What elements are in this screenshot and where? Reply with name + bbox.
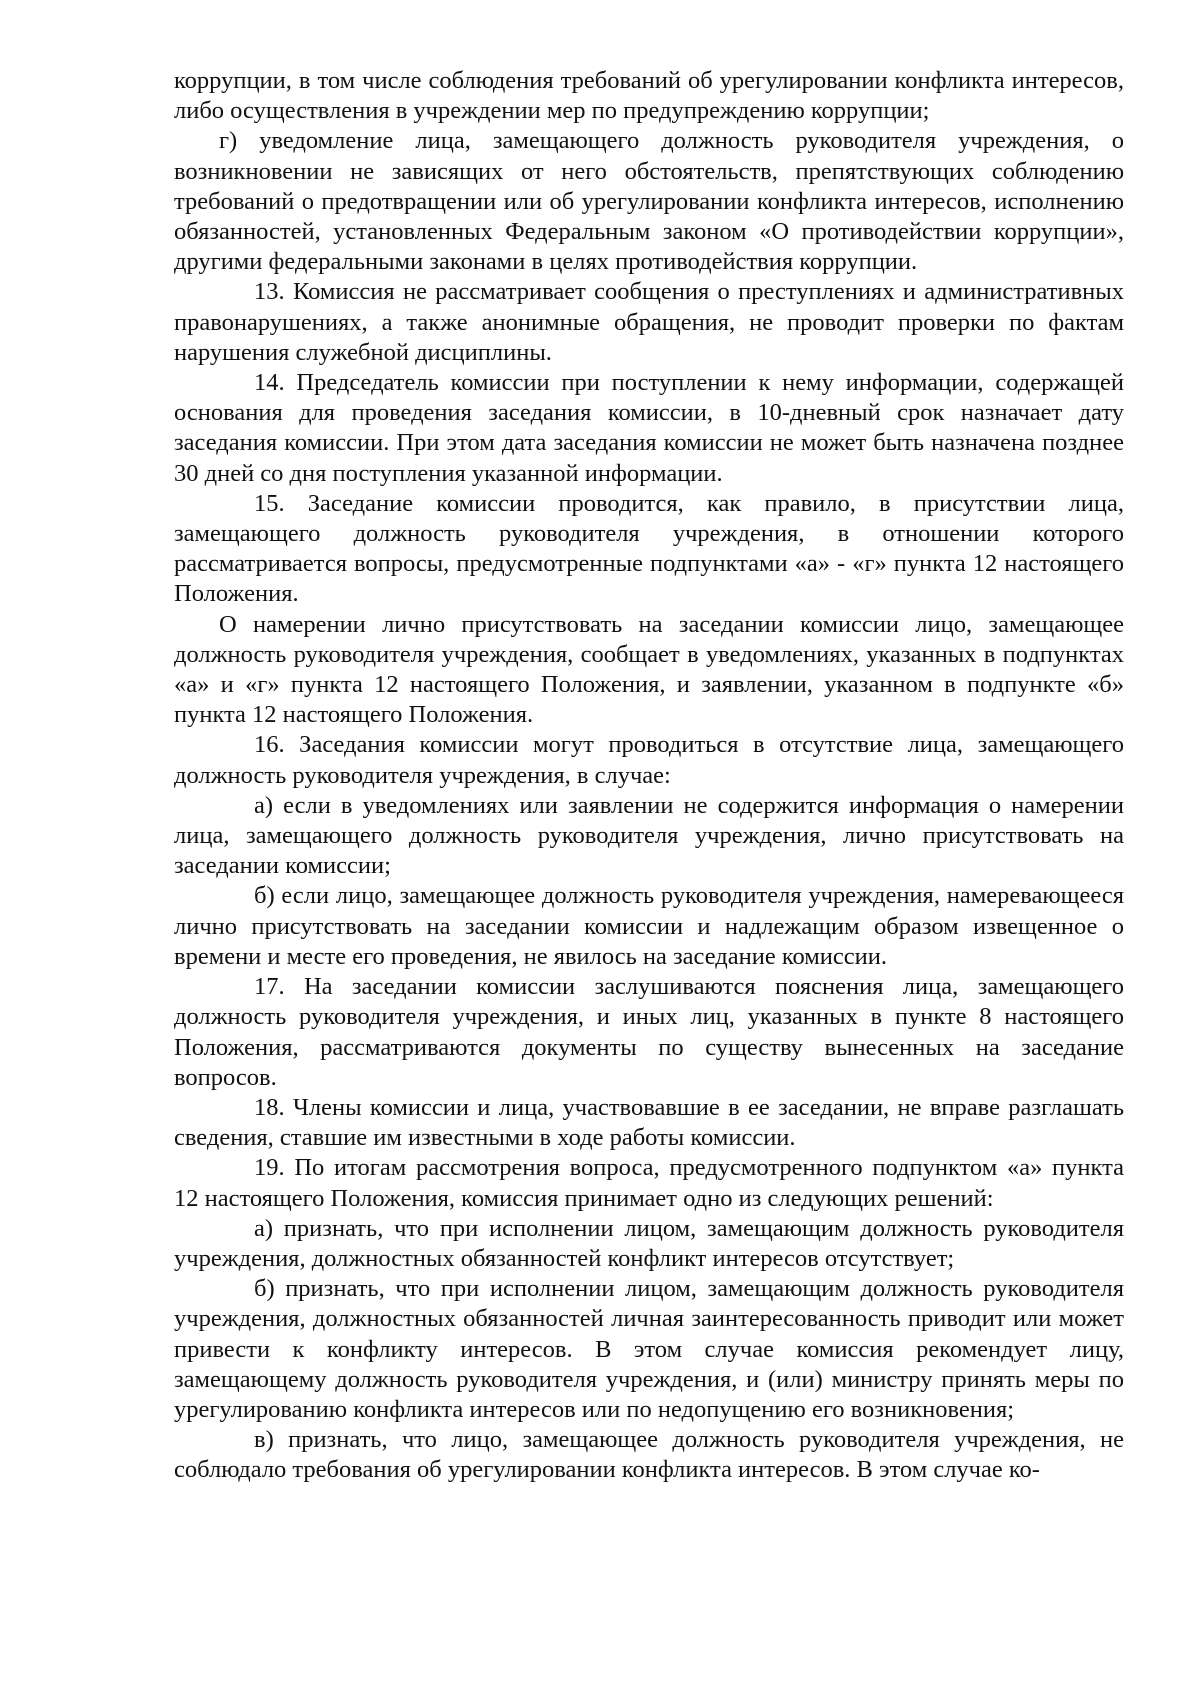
paragraph-item-16: 16. Заседания комиссии могут проводиться в отсутствие лица, замещающего должность руководителя учреждения, в случае:	[174, 731, 1124, 789]
paragraph-item-19-a: а) признать, что при исполнении лицом, замещающим должность руководителя учреждения, должностных обязанностей конфликт интересов отсутствует;	[174, 1214, 1124, 1272]
paragraph-item-16-b: б) если лицо, замещающее должность руководителя учреждения, намеревающееся лично присутствовать на заседании комиссии и надлежащим образом извещенное о времени и месте его проведения, не явилось на заседание комиссии.	[174, 882, 1124, 970]
paragraph-item-14: 14. Председатель комиссии при поступлении к нему информации, содержащей основания для проведения заседания комиссии, в 10-дневный срок назначает дату заседания комиссии. При этом дата заседания комиссии не может быть назначена позднее 30 дней со дня поступления указанной информации.	[174, 369, 1124, 487]
paragraph-item-19-b: б) признать, что при исполнении лицом, замещающим должность руководителя учреждения, должностных обязанностей личная заинтересованность приводит или может привести к конфликту интересов. В этом случае комиссия рекомендует лицу, замещающему должность руководителя учреждения, и (или) министру принять меры по урегулированию конфликта интересов или по недопущению его возникновения;	[174, 1275, 1124, 1423]
paragraph-item-15: 15. Заседание комиссии проводится, как правило, в присутствии лица, замещающего должность руководителя учреждения, в отношении которого рассматривается вопросы, предусмотренные подпунктами «а» - «г» пункта 12 настоящего Положения.	[174, 489, 1124, 608]
paragraph-item-19-v: в) признать, что лицо, замещающее должность руководителя учреждения, не соблюдало требования об урегулировании конфликта интересов. В этом случае ко-	[174, 1426, 1124, 1484]
paragraph-item-16-a: а) если в уведомлениях или заявлении не содержится информация о намерении лица, замещающего должность руководителя учреждения, лично присутствовать на заседании комиссии;	[174, 791, 1124, 880]
paragraph-item-13: 13. Комиссия не рассматривает сообщения о преступлениях и административных правонарушениях, а также анонимные обращения, не проводит проверки по фактам нарушения служебной дисциплины.	[174, 278, 1124, 366]
paragraph-item-15-intent: О намерении лично присутствовать на заседании комиссии лицо, замещающее должность руководителя учреждения, сообщает в уведомлениях, указанных в подпунктах «а» и «г» пункта 12 настоящего Положения, и заявлении, указанном в подпункте «б» пункта 12 настоящего Положения.	[174, 610, 1124, 729]
paragraph-item-17: 17. На заседании комиссии заслушиваются пояснения лица, замещающего должность руководителя учреждения, и иных лиц, указанных в пункте 8 настоящего Положения, рассматриваются документы по существу вынесенных на заседание вопросов.	[174, 973, 1124, 1091]
paragraph-continuation: коррупции, в том числе соблюдения требований об урегулировании конфликта интересов, либо осуществления в учреждении мер по предупреждению коррупции;	[174, 67, 1124, 125]
paragraph-item-19: 19. По итогам рассмотрения вопроса, предусмотренного подпунктом «а» пункта 12 настоящего Положения, комиссия принимает одно из следующих решений:	[174, 1154, 1124, 1212]
paragraph-item-18: 18. Члены комиссии и лица, участвовавшие в ее заседании, не вправе разглашать сведения, ставшие им известными в ходе работы комиссии.	[174, 1093, 1124, 1152]
paragraph-subitem-g: г) уведомление лица, замещающего должность руководителя учреждения, о возникновении не зависящих от него обстоятельств, препятствующих соблюдению требований о предотвращении или об урегулировании конфликта интересов, исполнению обязанностей, установленных Федеральным законом «О противодействии коррупции», другими федеральными законами в целях противодействия коррупции.	[174, 127, 1124, 276]
document-body	[174, 66, 1124, 1486]
